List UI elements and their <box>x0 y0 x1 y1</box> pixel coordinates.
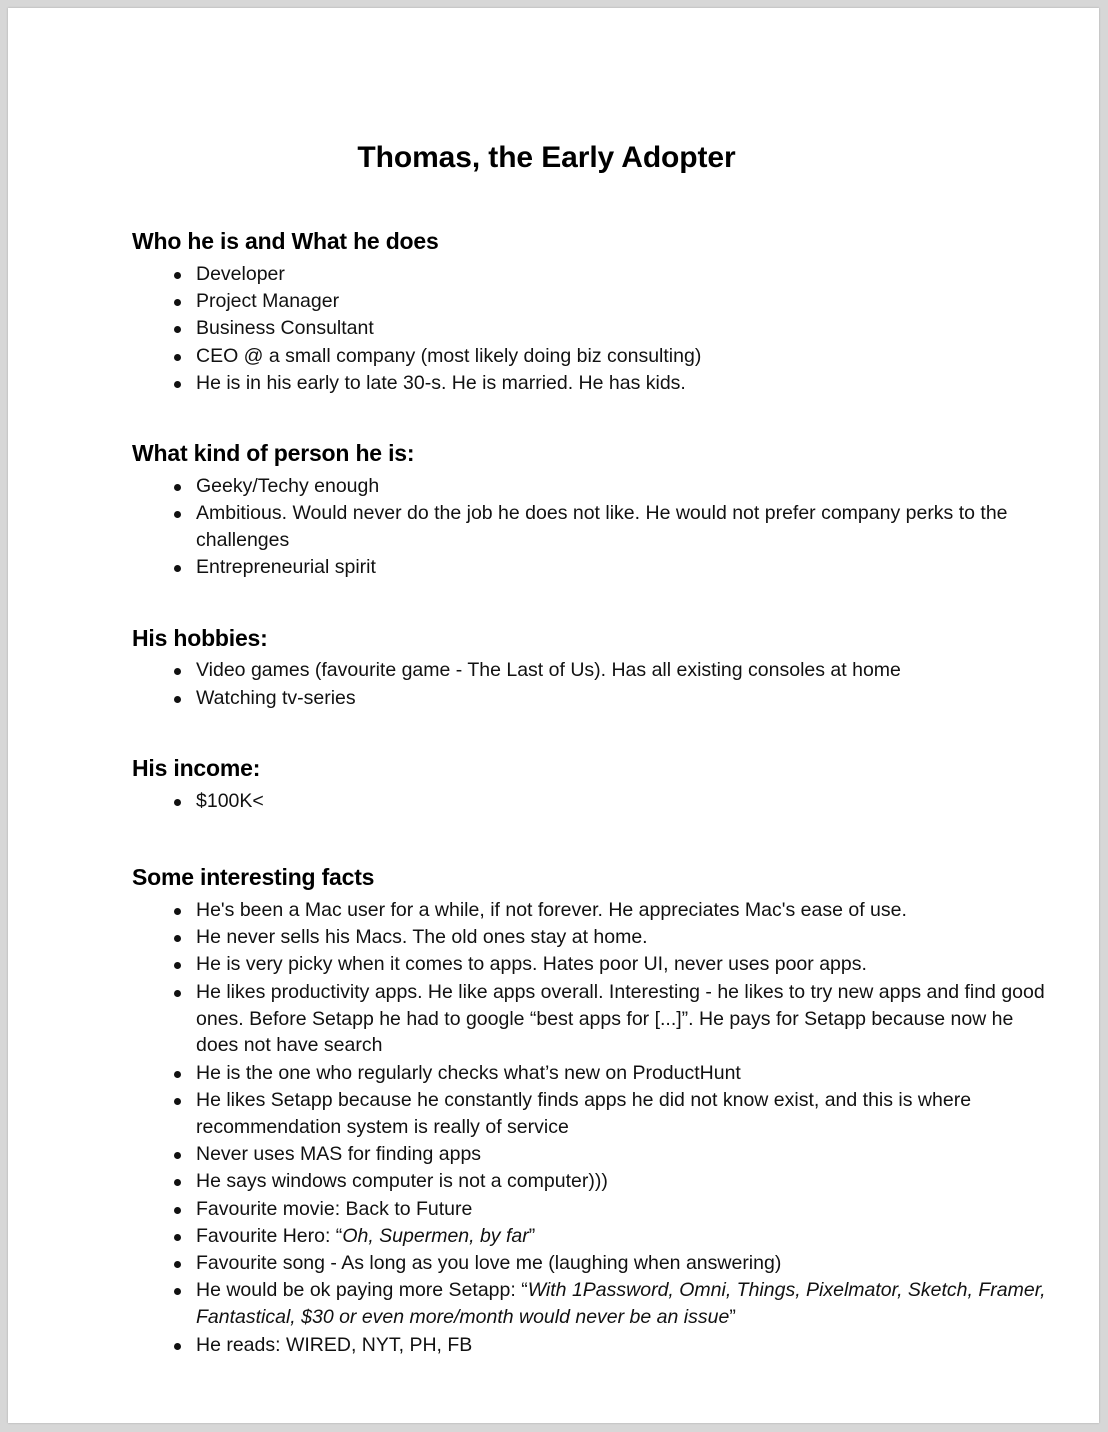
bullet-text: He says windows computer is not a computer))) <box>196 1170 608 1193</box>
bullet-text: He reads: WIRED, NYT, PH, FB <box>196 1333 473 1356</box>
section-heading-kind-of-person: What kind of person he is: <box>132 440 415 467</box>
list-item <box>132 1277 1059 1331</box>
quote-suffix: ” <box>528 1224 536 1247</box>
bullet-text: He is the one who regularly checks what’s new on ProductHunt <box>196 1061 741 1084</box>
list-item <box>132 685 1059 712</box>
list-item <box>132 288 1059 315</box>
section-interesting-facts <box>8 863 1099 1359</box>
bullet-text: He is very picky when it comes to apps. Hates poor UI, never uses poor apps. <box>196 953 867 976</box>
quote-italic: Oh, Supermen, by far <box>342 1224 529 1247</box>
bullet-text: Video games (favourite game - The Last of Us). Has all existing consoles at home <box>196 659 901 682</box>
list-item <box>132 1223 1059 1250</box>
list-item <box>132 500 1059 554</box>
list-item <box>132 1087 1059 1141</box>
quote-prefix: Favourite Hero: “ <box>196 1224 343 1247</box>
bullet-list-who-he-is <box>132 261 1059 397</box>
section-heading-interesting-facts: Some interesting facts <box>132 864 375 891</box>
section-who-he-is <box>8 227 1099 397</box>
bullet-text: CEO @ a small company (most likely doing biz consulting) <box>196 344 702 367</box>
list-item <box>132 261 1059 288</box>
section-hobbies <box>8 624 1099 712</box>
quote-italic: With 1Password, Omni, Things, Pixelmator, Sketch, Framer, Fantastical, $30 or even more/month would never be an issue <box>196 1279 1046 1329</box>
document-page <box>8 8 1099 1423</box>
bullet-text-setapp-quote <box>196 1279 1046 1328</box>
list-item <box>132 1060 1059 1087</box>
list-item <box>132 1250 1059 1277</box>
bullet-text: He is in his early to late 30-s. He is married. He has kids. <box>196 371 686 394</box>
bullet-text: Watching tv-series <box>196 686 356 709</box>
bullet-text: Favourite movie: Back to Future <box>196 1197 473 1220</box>
bullet-text: Favourite song - As long as you love me (laughing when answering) <box>196 1252 782 1275</box>
bullet-list-income <box>132 788 1059 815</box>
section-heading-income: His income: <box>132 755 261 782</box>
list-item <box>132 315 1059 342</box>
list-item <box>132 924 1059 951</box>
section-heading-who-he-is: Who he is and What he does <box>132 228 439 254</box>
bullet-list-kind-of-person <box>132 473 1059 582</box>
bullet-text: Entrepreneurial spirit <box>196 556 376 579</box>
bullet-text: Business Consultant <box>196 317 374 340</box>
list-item <box>132 788 1059 815</box>
bullet-text: Project Manager <box>196 290 340 313</box>
bullet-text-hero-quote <box>196 1225 535 1247</box>
list-item <box>132 897 1059 924</box>
quote-prefix: He would be ok paying more Setapp: “ <box>196 1279 528 1302</box>
section-kind-of-person <box>8 439 1099 581</box>
bullet-text: Ambitious. Would never do the job he does not like. He would not prefer company perks to the challenges <box>196 502 1008 552</box>
bullet-text: Never uses MAS for finding apps <box>196 1142 482 1165</box>
list-item <box>132 951 1059 978</box>
list-item <box>132 1332 1059 1359</box>
bullet-text: $100K< <box>196 789 264 812</box>
bullet-text: He never sells his Macs. The old ones stay at home. <box>196 926 648 949</box>
section-income <box>8 754 1099 815</box>
section-heading-hobbies: His hobbies: <box>132 624 268 651</box>
page-title: Thomas, the Early Adopter <box>357 141 736 174</box>
list-item <box>132 370 1059 397</box>
bullet-list-hobbies <box>132 657 1059 712</box>
document-body <box>8 8 1099 1359</box>
bullet-text: Developer <box>196 262 285 285</box>
list-item <box>132 657 1059 684</box>
list-item <box>132 1168 1059 1195</box>
list-item <box>132 554 1059 581</box>
bullet-text: He likes Setapp because he constantly finds apps he did not know exist, and this is where recommendation system is really of service <box>196 1088 972 1138</box>
bullet-text: He's been a Mac user for a while, if not forever. He appreciates Mac's ease of use. <box>196 898 907 921</box>
bullet-list-interesting-facts <box>132 897 1059 1359</box>
list-item <box>132 343 1059 370</box>
list-item <box>132 979 1059 1060</box>
bullet-text: He likes productivity apps. He like apps overall. Interesting - he likes to try new apps and find good ones. Before Setapp he had to google “best apps for [...]”. He pays for Setapp because now he does not have search <box>196 980 1045 1057</box>
list-item <box>132 1141 1059 1168</box>
quote-suffix: ” <box>729 1306 736 1329</box>
list-item <box>132 1196 1059 1223</box>
list-item <box>132 473 1059 500</box>
bullet-text: Geeky/Techy enough <box>196 474 380 497</box>
